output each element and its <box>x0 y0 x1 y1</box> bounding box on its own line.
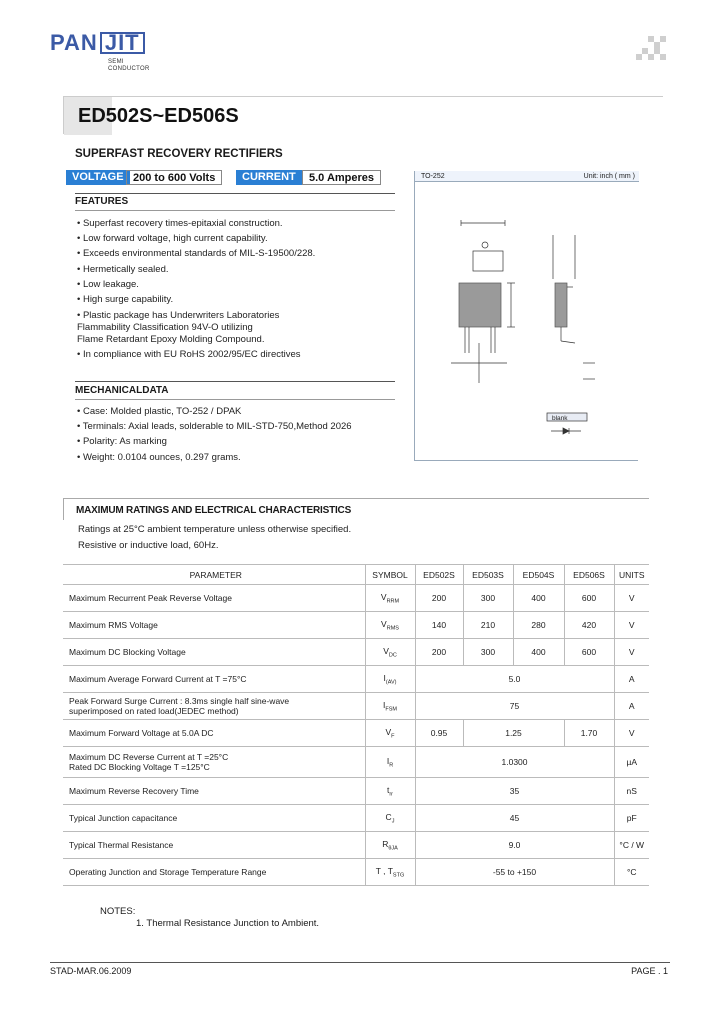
table-row: Maximum DC Reverse Current at T =25°C Rated DC Blocking Voltage T =125°C $I_R$ 1.0300 µA <box>63 747 649 778</box>
footer-page: PAGE . 1 <box>631 966 668 976</box>
list-item: Flame Retardant Epoxy Molding Compound. <box>77 334 265 345</box>
mechanical-heading: MECHANICALDATA <box>75 385 169 396</box>
brand-logo <box>50 30 150 72</box>
package-unit: Unit: inch ( mm ) <box>583 173 635 180</box>
list-item: Flammability Classification 94V-O utilizing <box>77 322 253 333</box>
list-item: • Exceeds environmental standards of MIL-S-19500/228. <box>77 248 316 259</box>
list-item: • Plastic package has Underwriters Laboratories <box>77 310 280 321</box>
list-item: • Low leakage. <box>77 279 139 290</box>
col-header: UNITS <box>614 565 649 585</box>
mechanical-rule-2 <box>75 399 395 400</box>
note-1: 1. Thermal Resistance Junction to Ambient. <box>136 918 320 929</box>
mechanical-rule <box>75 381 395 382</box>
package-drawing <box>414 171 638 461</box>
features-rule <box>75 193 395 194</box>
corner-pattern-icon <box>636 36 666 66</box>
col-header: ED504S <box>513 565 564 585</box>
table-row: Maximum DC Blocking Voltage $V_{DC}$ 200 300 400 600 V <box>63 639 649 666</box>
ratings-title-box <box>63 498 649 520</box>
table-row: Maximum Recurrent Peak Reverse Voltage $V_{RRM}$ 200 300 400 600 V <box>63 585 649 612</box>
features-heading: FEATURES <box>75 196 129 207</box>
voltage-label: VOLTAGE <box>66 170 130 185</box>
list-item: • Terminals: Axial leads, solderable to MIL-STD-750,Method 2026 <box>77 421 352 432</box>
table-row: Maximum RMS Voltage $V_{RMS}$ 140 210 280 420 V <box>63 612 649 639</box>
ratings-heading: MAXIMUM RATINGS AND ELECTRICAL CHARACTERISTICS <box>76 505 352 516</box>
current-value: 5.0 Amperes <box>302 170 381 185</box>
col-header: ED506S <box>564 565 614 585</box>
list-item: • High surge capability. <box>77 294 174 305</box>
table-row: Operating Junction and Storage Temperature Range T , $T_{STG}$ -55 to +150 °C <box>63 859 649 886</box>
col-header: PARAMETER <box>63 565 365 585</box>
table-row: Maximum Average Forward Current at T =75°C $I_{(AV)}$ 5.0 A <box>63 666 649 693</box>
features-rule-2 <box>75 210 395 211</box>
current-label: CURRENT <box>236 170 302 185</box>
list-item: • Hermetically sealed. <box>77 264 169 275</box>
footer-rule <box>50 962 670 963</box>
table-row: Typical Thermal Resistance $R_{\theta JA}$ 9.0 °C / W <box>63 832 649 859</box>
ratings-table <box>63 564 649 886</box>
logo-text-b: JIT <box>100 32 145 54</box>
table-header-row <box>63 565 649 585</box>
voltage-value: 200 to 600 Volts <box>126 170 222 185</box>
package-name: TO-252 <box>421 173 445 180</box>
col-header: ED503S <box>463 565 513 585</box>
notes-label: NOTES: <box>100 906 136 917</box>
list-item: • Polarity: As marking <box>77 436 167 447</box>
table-row: Maximum Reverse Recovery Time $t_{rr}$ 35 nS <box>63 778 649 805</box>
list-item: • Case: Molded plastic, TO-252 / DPAK <box>77 406 242 417</box>
list-item: • Weight: 0.0104 ounces, 0.297 grams. <box>77 452 241 463</box>
table-row: Peak Forward Surge Current : 8.3ms single half sine-wave superimposed on rated load(JEDEC method) $I_{FSM}$ 75 A <box>63 693 649 720</box>
page-title: ED502S~ED506S <box>78 105 239 127</box>
subtitle: SUPERFAST RECOVERY RECTIFIERS <box>75 148 283 160</box>
list-item: • Low forward voltage, high current capability. <box>77 233 268 244</box>
col-header: ED502S <box>415 565 463 585</box>
logo-sub1: SEMI <box>108 59 124 65</box>
title-box <box>63 96 663 134</box>
package-mark: blank <box>552 415 568 422</box>
table-row: Typical Junction capacitance $C_J$ 45 pF <box>63 805 649 832</box>
ratings-note-1: Ratings at 25°C ambient temperature unless otherwise specified. <box>78 524 352 535</box>
logo-sub2: CONDUCTOR <box>108 66 150 72</box>
list-item: • In compliance with EU RoHS 2002/95/EC directives <box>77 349 301 360</box>
table-row: Maximum Forward Voltage at 5.0A DC $V_F$ 0.95 1.25 1.70 V <box>63 720 649 747</box>
logo-text-a: PAN <box>50 30 98 55</box>
col-header: SYMBOL <box>365 565 415 585</box>
list-item: • Superfast recovery times-epitaxial construction. <box>77 218 283 229</box>
package-outline-icon <box>415 183 639 461</box>
ratings-note-2: Resistive or inductive load, 60Hz. <box>78 540 219 551</box>
footer-date: STAD-MAR.06.2009 <box>50 966 132 976</box>
